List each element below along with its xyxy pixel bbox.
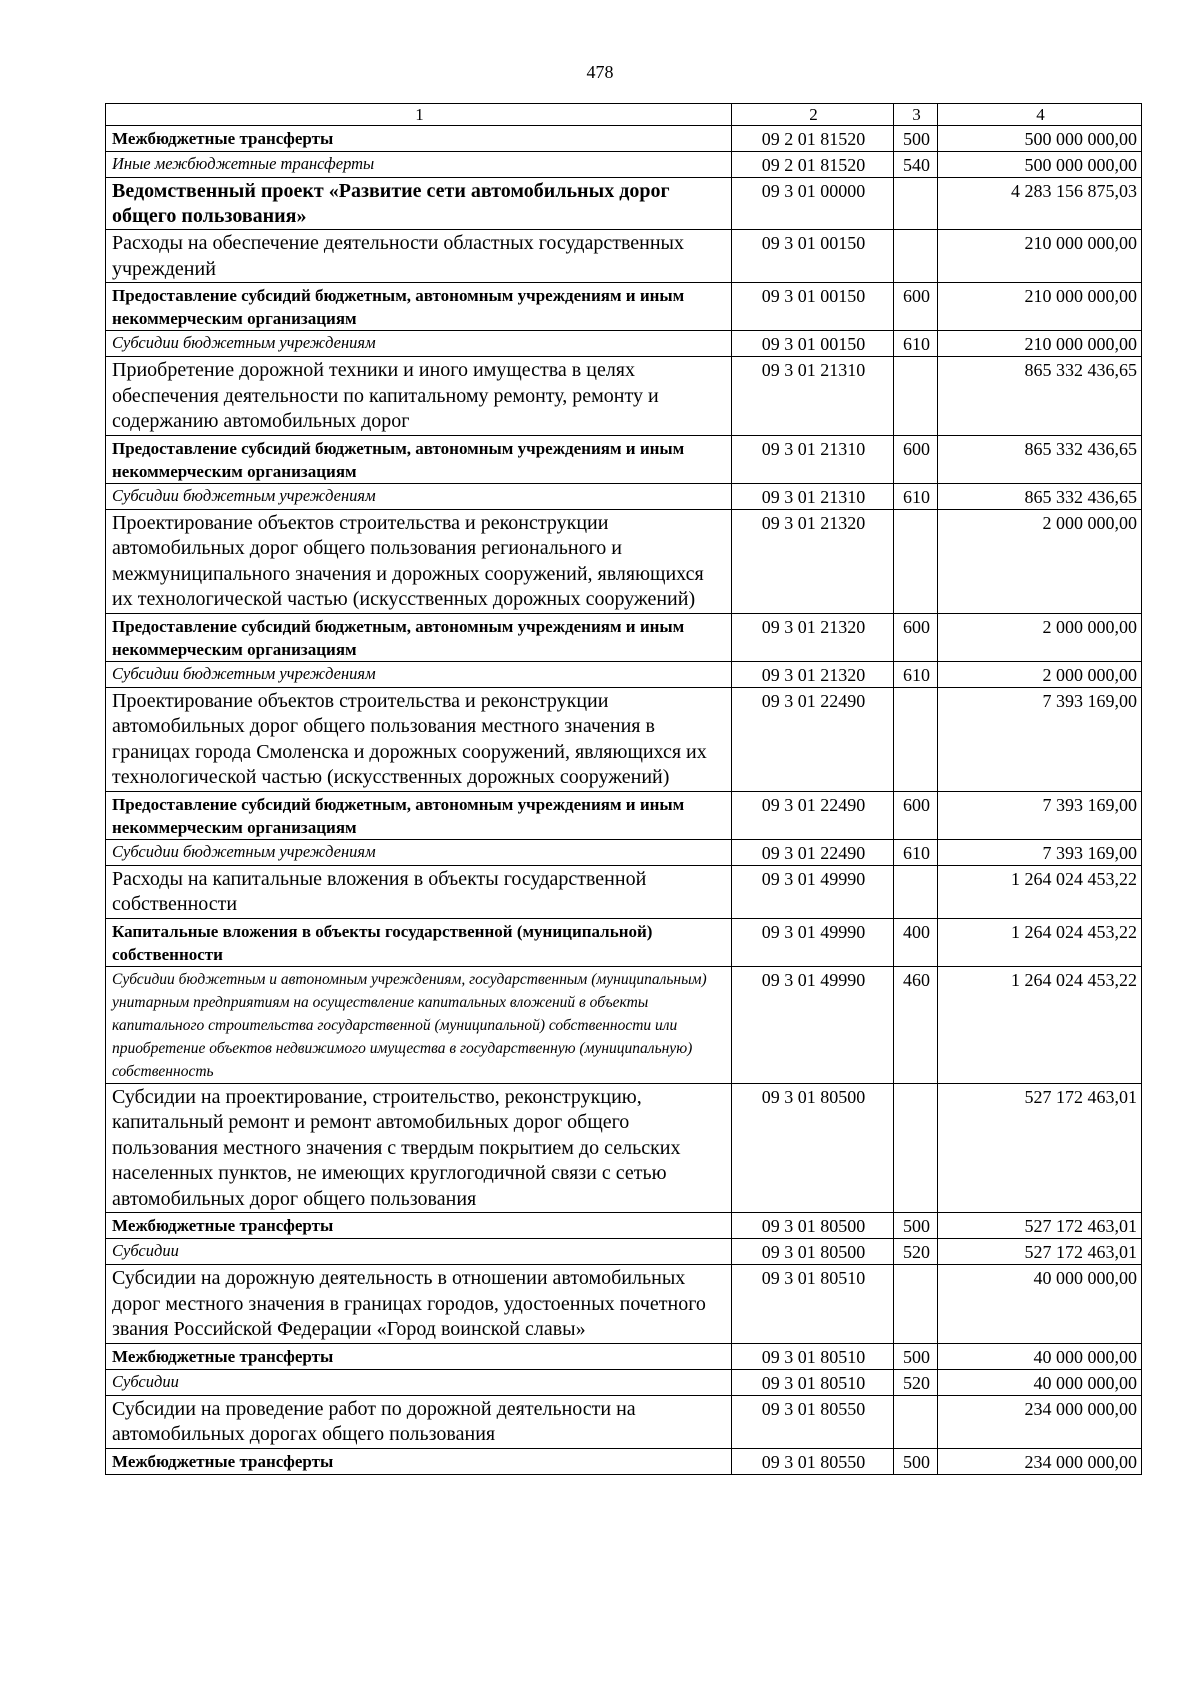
row-name-cell: Ведомственный проект «Развитие сети автомобильных дорог общего пользования» (106, 178, 732, 230)
table-row (106, 687, 1142, 791)
row-code-cell: 09 3 01 00150 (732, 230, 894, 283)
row-expense-type-cell: 500 (894, 1343, 938, 1369)
row-name-cell: Субсидии бюджетным учреждениям (106, 839, 732, 865)
row-name-cell: Субсидии бюджетным и автономным учреждениям, государственным (муниципальным) унитарным предприятиям на осуществление капитальных вложений в объекты капитального строительства государственной (муниципальной) собственности или приобретение объектов недвижимого имущества в государственную (муниципальную) собственность (106, 966, 732, 1083)
row-amount-cell: 1 264 024 453,22 (938, 865, 1142, 918)
row-code-cell: 09 2 01 81520 (732, 152, 894, 178)
header-col-1: 1 (106, 104, 732, 126)
row-code-cell: 09 3 01 80510 (732, 1369, 894, 1395)
row-name-cell: Межбюджетные трансферты (106, 1448, 732, 1474)
row-code-cell: 09 3 01 80550 (732, 1395, 894, 1448)
table-row (106, 918, 1142, 966)
row-code-cell: 09 3 01 21320 (732, 613, 894, 661)
row-expense-type-cell (894, 178, 938, 230)
table-row (106, 661, 1142, 687)
row-name-cell: Субсидии бюджетным учреждениям (106, 661, 732, 687)
row-name-cell: Капитальные вложения в объекты государственной (муниципальной) собственности (106, 918, 732, 966)
row-name-cell: Субсидии на проектирование, строительство, реконструкцию, капитальный ремонт и ремонт автомобильных дорог общего пользования местного значения с твердым покрытием до сельских населенных пунктов, не имеющих круглогодичной связи с сетью автомобильных дорог общего пользования (106, 1083, 732, 1213)
row-amount-cell: 865 332 436,65 (938, 357, 1142, 436)
row-expense-type-cell: 610 (894, 483, 938, 509)
row-expense-type-cell: 520 (894, 1369, 938, 1395)
row-amount-cell: 2 000 000,00 (938, 613, 1142, 661)
row-code-cell: 09 3 01 80500 (732, 1239, 894, 1265)
table-row (106, 839, 1142, 865)
row-expense-type-cell: 540 (894, 152, 938, 178)
table-row (106, 331, 1142, 357)
row-expense-type-cell (894, 509, 938, 613)
table-row (106, 230, 1142, 283)
row-expense-type-cell (894, 357, 938, 436)
row-code-cell: 09 2 01 81520 (732, 126, 894, 152)
table-row (106, 1265, 1142, 1344)
row-amount-cell: 210 000 000,00 (938, 230, 1142, 283)
row-name-cell: Проектирование объектов строительства и реконструкции автомобильных дорог общего пользования регионального и межмуниципального значения и дорожных сооружений, являющихся их технологической частью (искусственных дорожных сооружений) (106, 509, 732, 613)
row-amount-cell: 1 264 024 453,22 (938, 966, 1142, 1083)
table-row (106, 1213, 1142, 1239)
row-code-cell: 09 3 01 80500 (732, 1213, 894, 1239)
table-row (106, 613, 1142, 661)
row-name-cell: Расходы на обеспечение деятельности областных государственных учреждений (106, 230, 732, 283)
header-col-3: 3 (894, 104, 938, 126)
row-amount-cell: 234 000 000,00 (938, 1395, 1142, 1448)
table-row (106, 1083, 1142, 1213)
row-expense-type-cell (894, 865, 938, 918)
row-amount-cell: 865 332 436,65 (938, 435, 1142, 483)
budget-table-body (106, 104, 1142, 1475)
row-name-cell: Приобретение дорожной техники и иного имущества в целях обеспечения деятельности по капитальному ремонту, ремонту и содержанию автомобильных дорог (106, 357, 732, 436)
row-amount-cell: 7 393 169,00 (938, 791, 1142, 839)
row-amount-cell: 4 283 156 875,03 (938, 178, 1142, 230)
row-name-cell: Субсидии бюджетным учреждениям (106, 483, 732, 509)
table-row (106, 1369, 1142, 1395)
row-amount-cell: 527 172 463,01 (938, 1213, 1142, 1239)
row-name-cell: Проектирование объектов строительства и реконструкции автомобильных дорог общего пользования местного значения в границах города Смоленска и дорожных сооружений, являющихся их технологической частью (искусственных дорожных сооружений) (106, 687, 732, 791)
row-name-cell: Субсидии (106, 1239, 732, 1265)
row-expense-type-cell: 600 (894, 283, 938, 331)
row-code-cell: 09 3 01 21320 (732, 509, 894, 613)
row-amount-cell: 234 000 000,00 (938, 1448, 1142, 1474)
row-code-cell: 09 3 01 21320 (732, 661, 894, 687)
row-expense-type-cell (894, 1395, 938, 1448)
row-amount-cell: 40 000 000,00 (938, 1265, 1142, 1344)
table-row (106, 966, 1142, 1083)
header-col-4: 4 (938, 104, 1142, 126)
row-amount-cell: 2 000 000,00 (938, 661, 1142, 687)
row-code-cell: 09 3 01 80510 (732, 1343, 894, 1369)
table-row (106, 435, 1142, 483)
header-col-2: 2 (732, 104, 894, 126)
row-name-cell: Расходы на капитальные вложения в объекты государственной собственности (106, 865, 732, 918)
row-expense-type-cell (894, 687, 938, 791)
row-expense-type-cell: 610 (894, 839, 938, 865)
table-row (106, 1448, 1142, 1474)
row-code-cell: 09 3 01 49990 (732, 966, 894, 1083)
row-expense-type-cell: 500 (894, 1213, 938, 1239)
row-code-cell: 09 3 01 00000 (732, 178, 894, 230)
row-name-cell: Предоставление субсидий бюджетным, автономным учреждениям и иным некоммерческим организациям (106, 791, 732, 839)
budget-table (105, 103, 1142, 1475)
row-name-cell: Иные межбюджетные трансферты (106, 152, 732, 178)
row-name-cell: Предоставление субсидий бюджетным, автономным учреждениям и иным некоммерческим организациям (106, 435, 732, 483)
row-code-cell: 09 3 01 21310 (732, 435, 894, 483)
row-code-cell: 09 3 01 80510 (732, 1265, 894, 1344)
row-name-cell: Субсидии на проведение работ по дорожной деятельности на автомобильных дорогах общего пользования (106, 1395, 732, 1448)
row-amount-cell: 7 393 169,00 (938, 687, 1142, 791)
row-name-cell: Предоставление субсидий бюджетным, автономным учреждениям и иным некоммерческим организациям (106, 283, 732, 331)
row-code-cell: 09 3 01 22490 (732, 791, 894, 839)
table-row (106, 357, 1142, 436)
table-row (106, 791, 1142, 839)
table-row (106, 152, 1142, 178)
row-expense-type-cell: 610 (894, 661, 938, 687)
row-amount-cell: 1 264 024 453,22 (938, 918, 1142, 966)
row-expense-type-cell: 500 (894, 1448, 938, 1474)
table-row (106, 126, 1142, 152)
row-name-cell: Межбюджетные трансферты (106, 126, 732, 152)
row-amount-cell: 500 000 000,00 (938, 152, 1142, 178)
row-code-cell: 09 3 01 49990 (732, 865, 894, 918)
row-name-cell: Межбюджетные трансферты (106, 1343, 732, 1369)
row-code-cell: 09 3 01 22490 (732, 839, 894, 865)
row-expense-type-cell: 520 (894, 1239, 938, 1265)
table-row (106, 483, 1142, 509)
table-row (106, 865, 1142, 918)
row-expense-type-cell: 400 (894, 918, 938, 966)
row-expense-type-cell: 600 (894, 791, 938, 839)
row-expense-type-cell: 600 (894, 435, 938, 483)
row-code-cell: 09 3 01 00150 (732, 331, 894, 357)
row-expense-type-cell: 600 (894, 613, 938, 661)
row-expense-type-cell: 610 (894, 331, 938, 357)
row-name-cell: Субсидии (106, 1369, 732, 1395)
row-amount-cell: 2 000 000,00 (938, 509, 1142, 613)
row-code-cell: 09 3 01 00150 (732, 283, 894, 331)
row-expense-type-cell (894, 1265, 938, 1344)
row-code-cell: 09 3 01 22490 (732, 687, 894, 791)
row-name-cell: Межбюджетные трансферты (106, 1213, 732, 1239)
row-amount-cell: 210 000 000,00 (938, 331, 1142, 357)
table-header-row (106, 104, 1142, 126)
row-amount-cell: 500 000 000,00 (938, 126, 1142, 152)
page-number: 478 (586, 62, 614, 82)
row-code-cell: 09 3 01 80550 (732, 1448, 894, 1474)
row-amount-cell: 7 393 169,00 (938, 839, 1142, 865)
row-code-cell: 09 3 01 21310 (732, 483, 894, 509)
row-name-cell: Субсидии бюджетным учреждениям (106, 331, 732, 357)
row-expense-type-cell (894, 230, 938, 283)
table-row (106, 178, 1142, 230)
row-expense-type-cell: 460 (894, 966, 938, 1083)
row-expense-type-cell (894, 1083, 938, 1213)
row-name-cell: Предоставление субсидий бюджетным, автономным учреждениям и иным некоммерческим организациям (106, 613, 732, 661)
table-row (106, 1395, 1142, 1448)
row-amount-cell: 40 000 000,00 (938, 1343, 1142, 1369)
row-code-cell: 09 3 01 21310 (732, 357, 894, 436)
row-amount-cell: 527 172 463,01 (938, 1239, 1142, 1265)
row-code-cell: 09 3 01 80500 (732, 1083, 894, 1213)
row-amount-cell: 865 332 436,65 (938, 483, 1142, 509)
row-amount-cell: 40 000 000,00 (938, 1369, 1142, 1395)
table-row (106, 283, 1142, 331)
row-amount-cell: 527 172 463,01 (938, 1083, 1142, 1213)
row-expense-type-cell: 500 (894, 126, 938, 152)
row-code-cell: 09 3 01 49990 (732, 918, 894, 966)
row-amount-cell: 210 000 000,00 (938, 283, 1142, 331)
table-row (106, 1343, 1142, 1369)
table-row (106, 1239, 1142, 1265)
row-name-cell: Субсидии на дорожную деятельность в отношении автомобильных дорог местного значения в границах городов, удостоенных почетного звания Российской Федерации «Город воинской славы» (106, 1265, 732, 1344)
table-row (106, 509, 1142, 613)
